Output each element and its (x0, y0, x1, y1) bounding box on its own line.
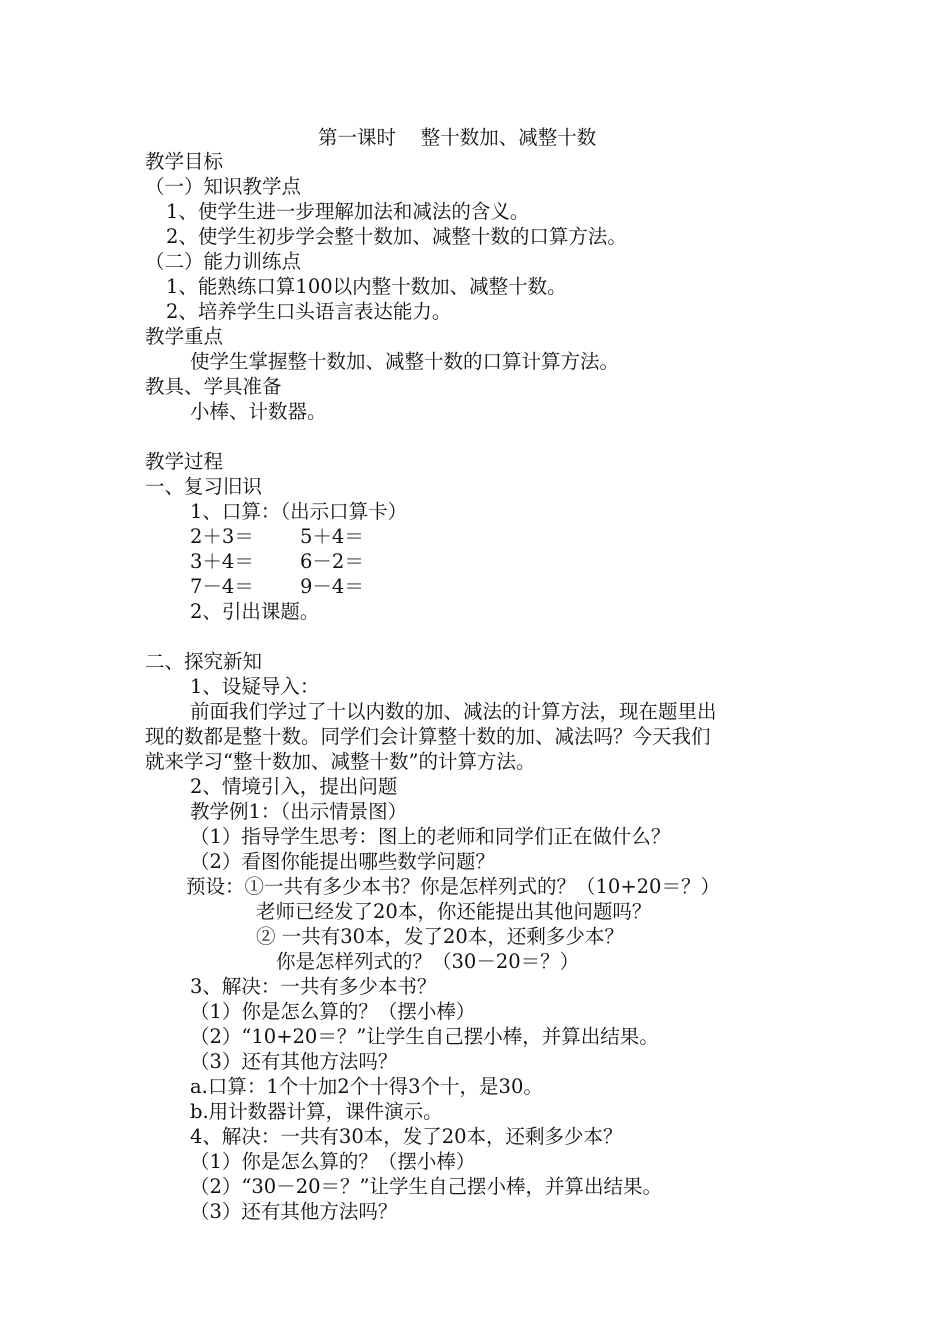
method-line: a.口算：1个十加2个十得3个十，是30。 (190, 1075, 543, 1098)
question-line: （1）你是怎么算的？（摆小棒） (190, 1150, 476, 1173)
body-line: 小棒、计数器。 (190, 400, 327, 423)
question-line: （1）你是怎么算的？（摆小棒） (190, 1000, 476, 1023)
equation: 9－4＝ (300, 575, 364, 598)
heading-key-points: 教学重点 (145, 325, 224, 348)
equation: 3＋4＝ (190, 550, 254, 573)
method-line: b.用计数器计算，课件演示。 (190, 1100, 443, 1123)
subheading-ability: （二）能力训练点 (145, 250, 302, 273)
goal-item: 1、使学生进一步理解加法和减法的含义。 (166, 200, 530, 223)
heading-teaching-process: 教学过程 (145, 450, 224, 473)
section-review: 一、复习旧识 (145, 475, 263, 498)
goal-item: 2、培养学生口头语言表达能力。 (166, 300, 452, 323)
heading-materials: 教具、学具准备 (145, 375, 282, 398)
preset-line: 老师已经发了20本，你还能提出其他问题吗？ (256, 900, 652, 923)
body-line: 3、解决：一共有多少本书？ (190, 975, 437, 998)
body-line: 1、口算：（出示口算卡） (190, 500, 408, 523)
body-line: 1、设疑导入： (190, 675, 320, 698)
body-line: 2、情境引入，提出问题 (190, 775, 398, 798)
question-line: （3）还有其他方法吗？ (190, 1050, 398, 1073)
equation: 6－2＝ (300, 550, 364, 573)
body-line: 4、解决：一共有30本，发了20本，还剩多少本？ (190, 1125, 623, 1148)
body-line: 2、引出课题。 (190, 600, 320, 623)
question-line: （2）“10+20＝？”让学生自己摆小棒，并算出结果。 (190, 1025, 659, 1048)
section-explore: 二、探究新知 (145, 650, 263, 673)
preset-line: 你是怎样列式的？（30－20＝？） (276, 950, 580, 973)
lesson-title: 第一课时 整十数加、减整十数 (318, 126, 597, 149)
body-line: 使学生掌握整十数加、减整十数的口算计算方法。 (190, 350, 620, 373)
question-line: （2）看图你能提出哪些数学问题？ (190, 850, 495, 873)
heading-teaching-goals: 教学目标 (145, 150, 224, 173)
question-line: （2）“30－20＝？”让学生自己摆小棒，并算出结果。 (190, 1175, 662, 1198)
question-line: （3）还有其他方法吗？ (190, 1200, 398, 1223)
goal-item: 2、使学生初步学会整十数加、减整十数的口算方法。 (166, 225, 627, 248)
equation: 2＋3＝ (190, 525, 254, 548)
subheading-knowledge: （一）知识教学点 (145, 175, 302, 198)
paragraph-line: 前面我们学过了十以内数的加、减法的计算方法，现在题里出 (190, 700, 717, 723)
body-line: 教学例1：（出示情景图） (190, 800, 408, 823)
question-line: （1）指导学生思考：图上的老师和同学们正在做什么？ (190, 825, 671, 848)
equation: 7－4＝ (190, 575, 254, 598)
paragraph-line: 就来学习“整十数加、减整十数”的计算方法。 (145, 750, 536, 773)
equation: 5＋4＝ (300, 525, 364, 548)
preset-line: ② 一共有30本，发了20本，还剩多少本？ (256, 925, 624, 948)
paragraph-line: 现的数都是整十数。同学们会计算整十数的加、减法吗？今天我们 (145, 725, 711, 748)
preset-line: 预设：①一共有多少本书？你是怎样列式的？（10+20＝？） (186, 875, 720, 898)
goal-item: 1、能熟练口算100以内整十数加、减整十数。 (166, 275, 567, 298)
